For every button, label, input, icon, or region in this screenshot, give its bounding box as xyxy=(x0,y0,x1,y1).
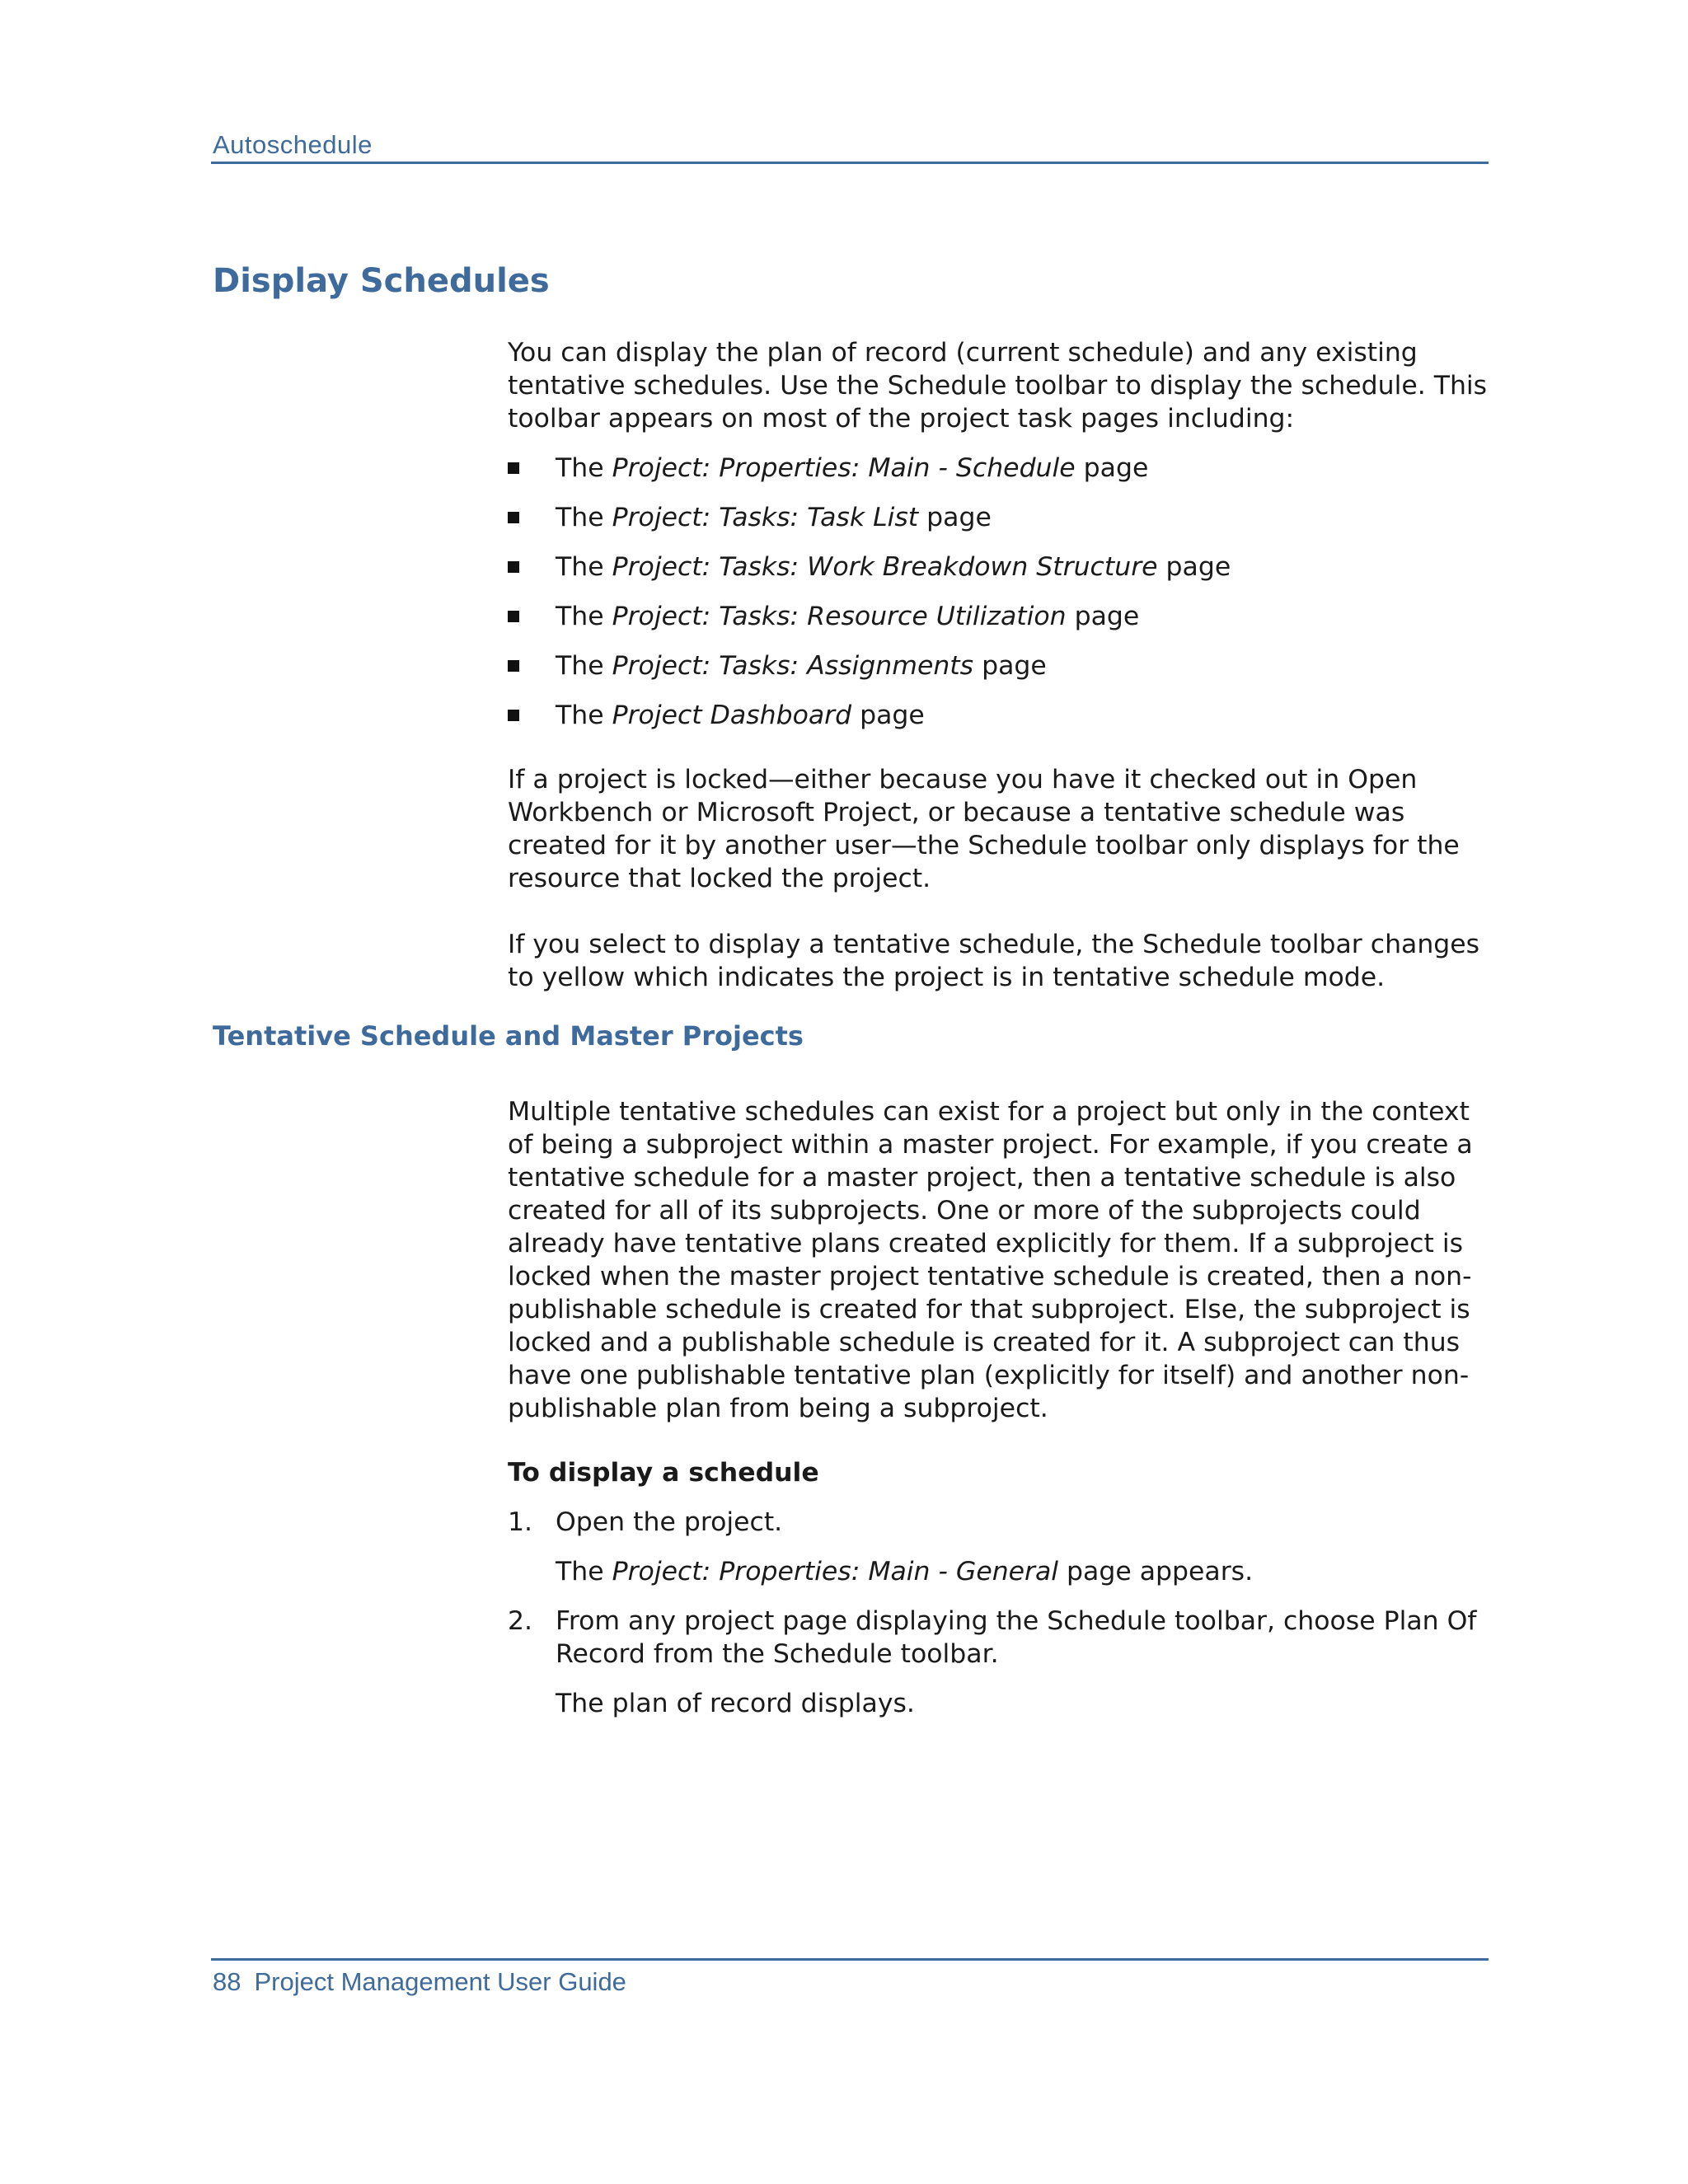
page-list xyxy=(508,452,1497,732)
bullet-square-icon xyxy=(508,512,519,523)
step-number: 2. xyxy=(508,1606,533,1636)
list-item: The Project: Tasks: Resource Utilization page xyxy=(508,600,1497,633)
running-footer xyxy=(211,1958,1489,1997)
bullet-square-icon xyxy=(508,462,519,474)
page-number: 88 xyxy=(213,1967,241,1996)
section-body xyxy=(508,336,1497,994)
list-item: The Project: Tasks: Assignments page xyxy=(508,649,1497,682)
list-item: The Project Dashboard page xyxy=(508,699,1497,732)
book-title: Project Management User Guide xyxy=(254,1967,626,1996)
bullet-square-icon xyxy=(508,611,519,622)
step-number: 1. xyxy=(508,1507,533,1537)
step-result: The plan of record displays. xyxy=(556,1689,915,1718)
locked-paragraph: If a project is locked—either because you have it checked out in Open Workbench or Microsoft Project, or because a tentative schedule was created for it by another user—the Schedule toolbar only displays for the resource that locked the project. xyxy=(508,765,1460,893)
list-item: The Project: Tasks: Work Breakdown Structure page xyxy=(508,551,1497,583)
section-title: Display Schedules xyxy=(213,262,550,300)
procedure-steps xyxy=(508,1506,1497,1720)
bullet-square-icon xyxy=(508,710,519,721)
subsection-body xyxy=(508,1095,1497,1720)
procedure-step xyxy=(508,1506,1497,1588)
page-name: Project: Tasks: Work Breakdown Structure xyxy=(612,552,1158,582)
step-result: The Project: Properties: Main - General page appears. xyxy=(556,1557,1254,1586)
procedure-step xyxy=(508,1605,1497,1720)
running-header-title: Autoschedule xyxy=(213,130,373,159)
procedure-title: To display a schedule xyxy=(508,1458,819,1488)
master-projects-paragraph: Multiple tentative schedules can exist for a project but only in the context of being a subproject within a master project. For example, if you create a tentative schedule for a master project, then a tentative schedule is also created for all of its subprojects. One or more of the subprojects could already have tentative plans created explicitly for them. If a subproject is locked when the master project tentative schedule is created, then a non-publishable schedule is created for that subproject. Else, the subproject is locked and a publishable schedule is created for it. A subproject can thus have one publishable tentative plan (explicitly for itself) and another non-publishable plan from being a subproject. xyxy=(508,1097,1473,1423)
list-item: The Project: Tasks: Task List page xyxy=(508,501,1497,534)
intro-paragraph: You can display the plan of record (current schedule) and any existing tentative schedules. Use the Schedule toolbar to display the schedule. This toolbar appears on most of the project task pages including: xyxy=(508,338,1488,434)
page-name: Project: Properties: Main - General xyxy=(612,1557,1059,1586)
step-text: From any project page displaying the Schedule toolbar, choose Plan Of Record from the Schedule toolbar. xyxy=(556,1606,1477,1669)
tentative-paragraph: If you select to display a tentative schedule, the Schedule toolbar changes to yellow which indicates the project is in tentative schedule mode. xyxy=(508,930,1480,992)
bullet-square-icon xyxy=(508,660,519,672)
subsection-title: Tentative Schedule and Master Projects xyxy=(213,1020,804,1052)
page-name: Project: Tasks: Assignments xyxy=(612,651,974,681)
page-name: Project: Tasks: Resource Utilization xyxy=(612,602,1067,631)
page-name: Project: Tasks: Task List xyxy=(612,503,919,532)
page-name: Project: Properties: Main - Schedule xyxy=(612,453,1076,483)
list-item: The Project: Properties: Main - Schedule page xyxy=(508,452,1497,485)
page-name: Project Dashboard xyxy=(612,701,852,730)
step-text: Open the project. xyxy=(556,1507,783,1537)
bullet-square-icon xyxy=(508,561,519,573)
running-header xyxy=(211,130,1489,164)
